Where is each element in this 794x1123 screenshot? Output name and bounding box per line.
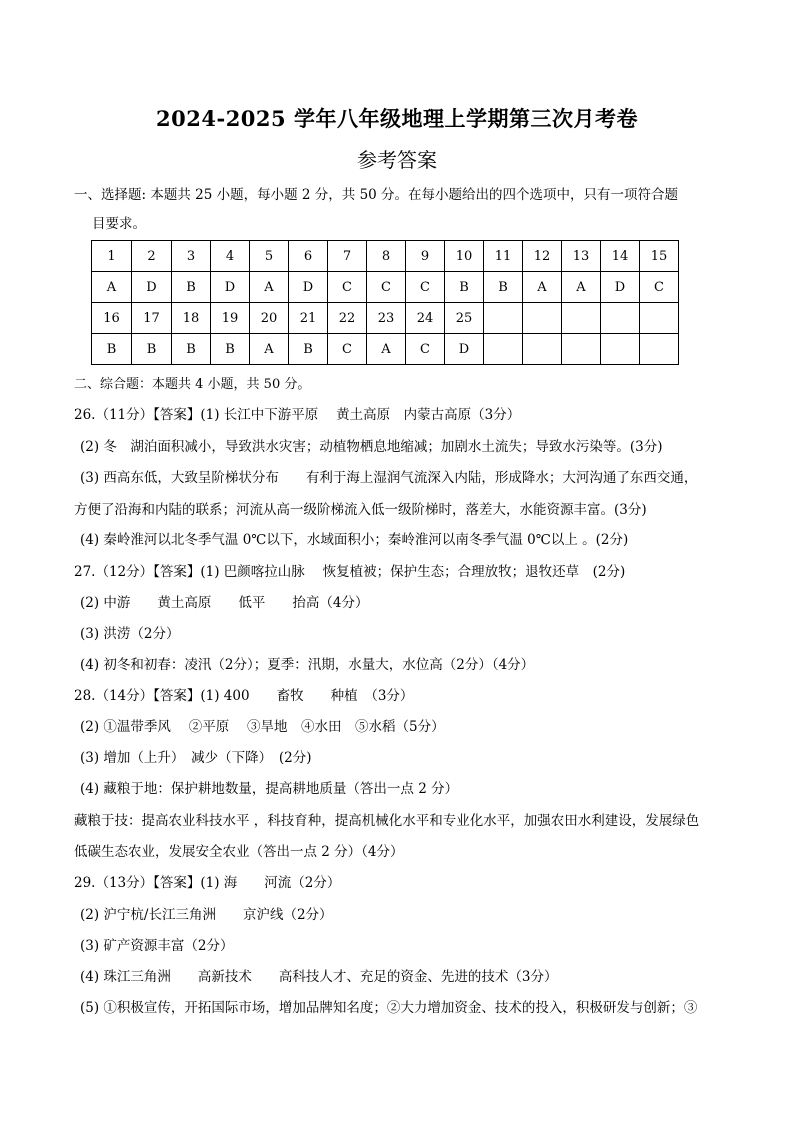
answer-table-cell: A [562,272,601,303]
answer-table-cell [523,334,562,365]
answer-table-cell: 20 [250,303,289,334]
answer-table-cell: 6 [289,241,328,272]
answer-table-cell: 8 [367,241,406,272]
answer-line: (2) 中游 黄土高原 低平 抬高（4分） [80,595,369,611]
answer-table-cell: 9 [406,241,445,272]
answer-table-cell: B [172,272,211,303]
answer-table-cell [601,334,640,365]
answer-table-cell: 3 [172,241,211,272]
exam-title: 2024-2025 学年八年级地理上学期第三次月考卷 [156,106,638,131]
answer-line: 28.（14分）【答案】(1) 400 畜牧 种植 （3分） [74,688,414,704]
answer-line: 26.（11分）【答案】(1) 长江中下游平原 黄土高原 内蒙古高原（3分） [74,407,521,423]
answer-table-row [92,303,679,334]
answer-table-cell: B [211,334,250,365]
answer-table-cell: A [523,272,562,303]
answer-line: 27.（12分）【答案】(1) 巴颜喀拉山脉 恢复植被；保护生态；合理放牧；退牧还草 (2分) [74,564,626,580]
answer-table-cell: B [132,334,172,365]
answer-line: (2) 沪宁杭/长江三角洲 京沪线（2分） [80,907,333,923]
answer-table-cell: 15 [640,241,679,272]
answer-table-row [92,334,679,365]
answer-table-cell: A [250,272,289,303]
answer-table-cell [562,303,601,334]
answer-table-cell: B [172,334,211,365]
answer-table-cell: 25 [445,303,484,334]
answer-table-cell: C [640,272,679,303]
answer-table-cell: C [367,272,406,303]
answer-table-cell: 4 [211,241,250,272]
answer-table-cell: B [445,272,484,303]
answer-table-cell: 19 [211,303,250,334]
answer-line: (2) 冬 湖泊面积减小，导致洪水灾害；动植物栖息地缩减；加剧水土流失；导致水污染等。(3分) [80,439,663,455]
answer-table-cell [640,303,679,334]
answer-table-cell: 5 [250,241,289,272]
answer-table-cell: 17 [132,303,172,334]
answer-key-subtitle: 参考答案 [357,148,437,172]
answer-table-cell: A [250,334,289,365]
answer-table-cell [562,334,601,365]
answer-line: 藏粮于技：提高农业科技水平 ，科技育种，提高机械化水平和专业化水平，加强农田水利建设，发展绿色 [74,813,700,829]
answer-table-cell: D [132,272,172,303]
answer-line: (3) 洪涝（2分） [80,626,180,642]
answer-table-cell: D [211,272,250,303]
answer-line: (4) 秦岭淮河以北冬季气温 0℃以下，水域面积小；秦岭淮河以南冬季气温 0℃以上 。(2分) [80,532,629,548]
answer-table-cell [523,303,562,334]
answer-table-cell: D [601,272,640,303]
answer-table-cell: A [92,272,132,303]
answer-table-cell: 14 [601,241,640,272]
answer-table-cell: C [406,272,445,303]
answer-table-cell: 22 [328,303,367,334]
answer-table-cell: B [289,334,328,365]
answer-table-cell: 11 [484,241,523,272]
answer-line: (3) 矿产资源丰富（2分） [80,938,234,954]
answer-table-cell: 16 [92,303,132,334]
answer-line: (5) ①积极宣传，开拓国际市场，增加品牌知名度；②大力增加资金、技术的投入，积极研发与创新；③ [80,1000,698,1016]
answer-table [91,240,679,365]
answer-table-cell: 13 [562,241,601,272]
answer-table-row [92,241,679,272]
answer-table-cell: 12 [523,241,562,272]
answer-table-cell: A [367,334,406,365]
answer-line: 方便了沿海和内陆的联系；河流从高一级阶梯流入低一级阶梯时，落差大，水能资源丰富。(3分) [74,502,647,518]
answer-table-cell: B [484,272,523,303]
answer-line: (4) 珠江三角洲 高新技术 高科技人才、充足的资金、先进的技术（3分） [80,969,558,985]
answer-table-cell: 24 [406,303,445,334]
answer-table-row [92,272,679,303]
answer-table-cell: 21 [289,303,328,334]
answer-table-cell [640,334,679,365]
answer-table-cell: D [289,272,328,303]
answer-table-cell: 1 [92,241,132,272]
answer-line: 低碳生态农业，发展安全农业（答出一点 2 分）（4分） [74,844,404,860]
answer-table-cell: 23 [367,303,406,334]
answer-table-cell [601,303,640,334]
section1-intro: 一、选择题: 本题共 25 小题，每小题 2 分，共 50 分。在每小题给出的四个选项中，只有一项符合题 [74,187,679,203]
answer-line: (4) 初冬和初春：凌汛（2分）；夏季：汛期，水量大，水位高（2分）（4分） [80,657,535,673]
answer-table-cell: C [328,272,367,303]
answer-table-cell: C [328,334,367,365]
answer-line: (3) 西高东低，大致呈阶梯状分布 有利于海上湿润气流深入内陆，形成降水；大河沟通了东西交通， [80,470,698,486]
answer-table-cell [484,303,523,334]
answer-table-cell: B [92,334,132,365]
answer-table-cell: D [445,334,484,365]
answer-line: (2) ①温带季风 ②平原 ③旱地 ④水田 ⑤水稻（5分） [80,719,445,735]
answer-line: 29.（13分）【答案】(1) 海 河流（2分） [74,875,341,891]
answer-table-cell: 7 [328,241,367,272]
answer-table-cell [484,334,523,365]
section2-heading: 二、综合题：本题共 4 小题，共 50 分。 [74,377,311,392]
section1-intro-cont: 目要求。 [92,216,146,232]
answer-table-cell: 2 [132,241,172,272]
answer-table-cell: 10 [445,241,484,272]
answer-table-cell: C [406,334,445,365]
answer-line: (3) 增加（上升） 减少（下降） (2分) [80,750,312,766]
answer-line: (4) 藏粮于地：保护耕地数量，提高耕地质量（答出一点 2 分） [80,781,459,797]
answer-table-cell: 18 [172,303,211,334]
